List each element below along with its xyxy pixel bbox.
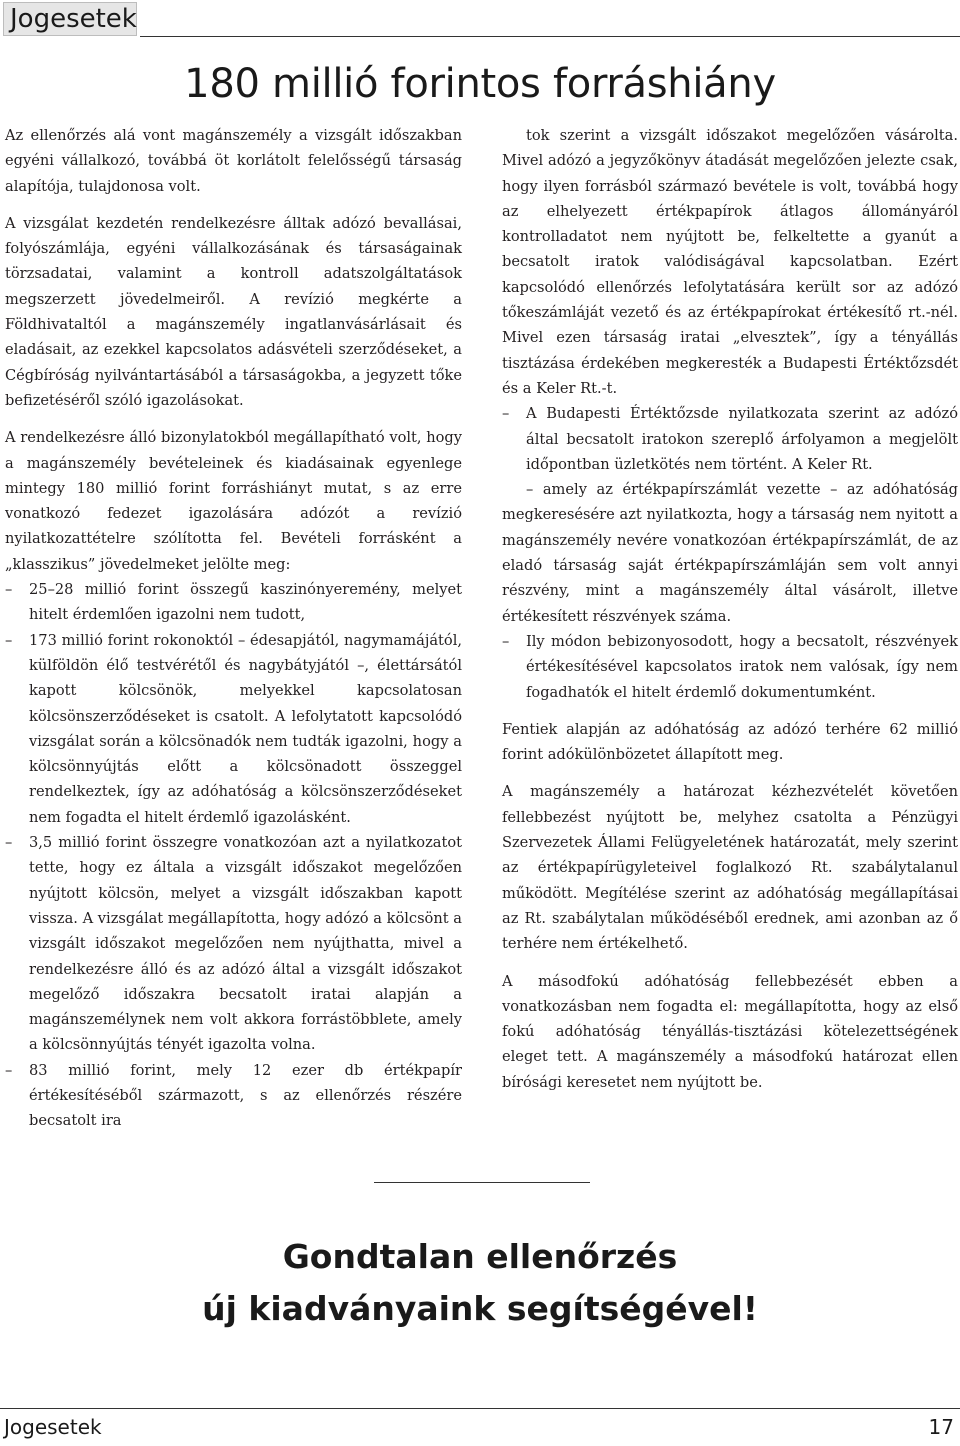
promo-banner <box>0 1231 960 1335</box>
list-item: – A Budapesti Értéktőzsde nyilatkozata szerint az adózó által becsatolt iratokon szereplő árfolyamon a megjelölt időpontban üzletkötés nem történt. A Keler Rt. <box>502 401 958 477</box>
footer-rule <box>0 1408 960 1409</box>
paragraph-appeal: A magánszemély a határozat kézhezvételét követően fellebbezést nyújtott be, melyhez csatolta a Pénzügyi Szervezetek Állami Felügyeletének határozatát, mely szerint az értékpapírügyleteivel foglalkozó Rt. szabálytalanul működött. Megítélése szerint az adóhatóság megállapításai az Rt. szabálytalan működéséből erednek, ami azonban az ő terhére nem értékelhető. <box>502 783 958 953</box>
promo-line-1: Gondtalan ellenőrzés <box>282 1237 678 1276</box>
right-column <box>502 123 958 1107</box>
list-item: – 83 millió forint, mely 12 ezer db értékpapír értékesítéséből származott, s az ellenőrzés részére becsatolt ira <box>5 1058 462 1134</box>
paragraph-tax-difference: Fentiek alapján az adóhatóság az adózó terhére 62 millió forint adókülönbözetet állapított meg. <box>502 720 958 764</box>
article-end-rule <box>374 1182 590 1183</box>
section-label: Jogesetek <box>3 2 137 36</box>
article-title: 180 millió forintos forráshiány <box>184 61 776 107</box>
paragraph-continuation: tok szerint a vizsgált időszakot megelőzően vásárolta. Mivel adózó a jegyzőkönyv átadását megelőzően jelezte csak, hogy ilyen forrásból származó bevétele is volt, továbbá hogy az elhelyezett értékpapírok átlagos állományáról kontrolladatot nem nyújtott be, felkeltette a gyanút a becsatolt iratok valódiságával kapcsolatban. Ezért kapcsolódó ellenőrzés lefolytatására került sor az adózó tőkeszámláját vezető és az értékpapírokat értékesítő rt.-nél. Mivel ezen társaság iratai „elvesztek”, így a tényállás tisztázása érdekében megkeresték a Budapesti Értéktőzsdét és a Keler Rt.-t. <box>502 127 958 397</box>
promo-line-2: új kiadványaink segítségével! <box>202 1289 758 1328</box>
paragraph-second-instance: A másodfokú adóhatóság fellebbezését ebben a vonatkozásban nem fogadta el: megállapította, hogy az első fokú adóhatóság tényállás-tisztázási kötelezettségének eleget tett. A magánszemély a másodfokú határozat ellen bírósági keresetet nem nyújtott be. <box>502 972 958 1091</box>
paragraph-documents: A vizsgálat kezdetén rendelkezésre álltak adózó bevallásai, folyószámlája, egyéni vállalkozásának és társaságainak törzsadatai, valamint a kontroll adatszolgáltatások megszerzett jövedelmeiről. A revízió megkérte a Földhivataltól a magánszemély ingatlanvásárlásait és eladásait, az ezekkel kapcsolatos adásvételi szerződéseket, a Cégbíróság nyilvántartásából a társaságokba, a jegyzett tőke befizetéséről szóló igazolásokat. <box>5 214 462 409</box>
findings-list-2 <box>502 629 958 705</box>
list-item: – 173 millió forint rokonoktól – édesapjától, nagymamájától, külföldön élő testvérétől és nagybátyjától –, élettársától kapott kölcsönök, melyekkel kapcsolatosan kölcsönszerződéseket is csatolt. A lefolytatott kapcsolódó vizsgálat során a kölcsönadók nem tudták igazolni, hogy a kölcsönnyújtás előtt a kölcsönadott összeggel rendelkeztek, így az adóhatóság a kölcsönszerződéseket nem fogadta el hitelt érdemlő igazolásként. <box>5 628 462 830</box>
list-item: – Ily módon bebizonyosodott, hogy a becsatolt, részvények értékesítésével kapcsolatos iratok nem valósak, így nem fogadhatók el hitelt érdemlő dokumentumként. <box>502 629 958 705</box>
paragraph-deficit: A rendelkezésre álló bizonylatokból megállapítható volt, hogy a magánszemély bevételeinek és kiadásainak egyenlege mintegy 180 millió forint forráshiányt mutat, s az erre vonatkozó fedezet igazolására adózót a revízió nyilatkozattételre szólította fel. Bevételi forrásként a „klasszikus” jövedelmeket jelölte meg: <box>5 429 462 573</box>
income-source-list <box>5 577 462 1134</box>
left-column <box>5 123 462 1146</box>
paragraph-keler: – amely az értékpapírszámlát vezette – az adóhatóság megkeresésére azt nyilatkozta, hogy a társaság nem nyitott a magánszemély nevére vonatkozóan értékpapírszámlát, de az eladó társaság saját értékpapírszámláján sem volt annyi részvény, mint a magánszemély által vásárolt, illetve értékesített részvények száma. <box>502 481 958 625</box>
footer-section: Jogesetek <box>4 1415 102 1439</box>
list-item: – 3,5 millió forint összegre vonatkozóan azt a nyilatkozatot tette, hogy ez általa a vizsgált időszakot megelőzően nyújtott kölcsön, melyet a vizsgált időszakban kapott vissza. A vizsgálat megállapította, hogy adózó a kölcsönt a vizsgált időszakot megelőzően nem nyújthatta, mivel a rendelkezésre álló és az adózó által a vizsgált időszakot megelőző időszakra becsatolt iratai alapján a magánszemélynek nem volt akkora forrástöbblete, amely a kölcsönnyújtás tényét igazolta volna. <box>5 830 462 1058</box>
list-item: – 25–28 millió forint összegű kaszinónyeremény, melyet hitelt érdemlően igazolni nem tudott, <box>5 577 462 628</box>
page-number: 17 <box>928 1415 954 1439</box>
findings-list <box>502 401 958 477</box>
header-rule <box>140 36 960 37</box>
paragraph-intro: Az ellenőrzés alá vont magánszemély a vizsgált időszakban egyéni vállalkozó, továbbá öt korlátolt felelősségű társaság alapítója, tulajdonosa volt. <box>5 127 462 195</box>
